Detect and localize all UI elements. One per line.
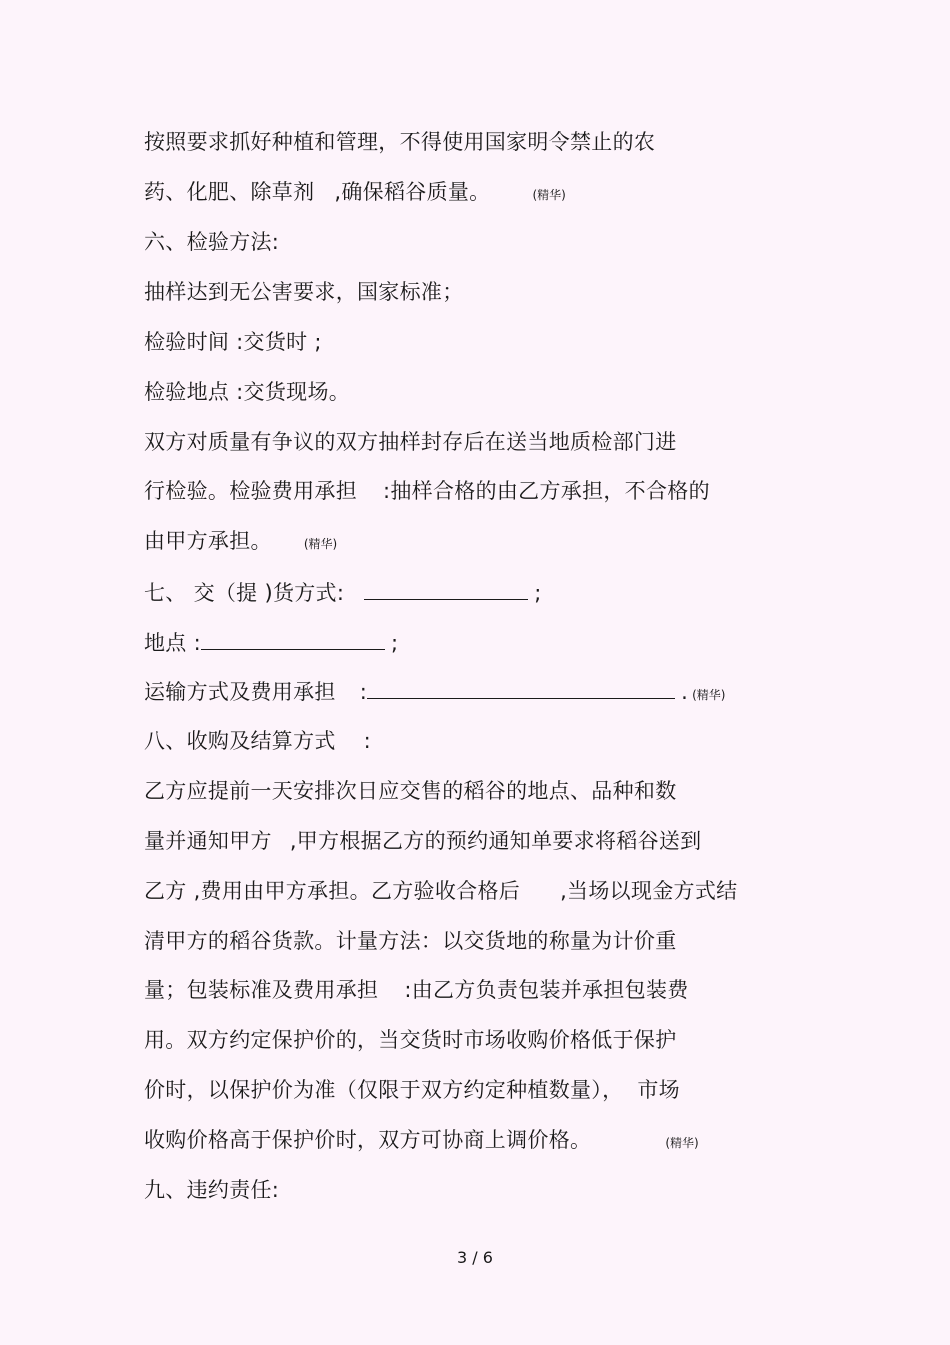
line-text: 七、 交（提 )货方式: <box>144 581 345 605</box>
line-text: : <box>359 680 368 704</box>
text-line <box>144 526 337 556</box>
line-text: ; <box>390 631 399 655</box>
line-text: 抽样达到无公害要求，国家标准； <box>144 280 464 304</box>
line-text: ; <box>534 581 542 605</box>
line-text: 九、违约责任: <box>144 1178 280 1202</box>
text-line <box>144 1025 677 1055</box>
section-heading <box>144 577 542 607</box>
line-text: ,甲方根据乙方的预约通知单要求将稻谷送到 <box>289 829 702 853</box>
text-line <box>144 926 677 956</box>
section-heading <box>144 726 371 756</box>
text-line <box>144 277 464 307</box>
line-text: 六、检验方法: <box>144 230 280 254</box>
line-text: 双方对质量有争议的双方抽样封存后在送当地质检部门进 <box>144 430 677 454</box>
jinghua-note: (精华) <box>303 537 338 551</box>
section-heading <box>144 227 279 257</box>
text-line <box>144 776 677 806</box>
text-line <box>144 1125 699 1155</box>
line-text: 地点 : <box>144 631 201 655</box>
line-text: 运输方式及费用承担 <box>144 680 336 704</box>
line-text: 按照要求抓好种植和管理，不得使用国家明令禁止的农 <box>144 130 656 154</box>
line-text: 量并通知甲方 <box>144 829 272 853</box>
line-text: 清甲方的稻谷货款。计量方法：以交货地的称量为计价重 <box>144 929 677 953</box>
jinghua-note: (精华) <box>692 688 726 702</box>
text-line <box>144 377 350 407</box>
text-line <box>144 476 710 506</box>
location-blank <box>201 627 385 650</box>
section-heading <box>144 1175 279 1205</box>
line-text: 行检验。检验费用承担 <box>144 479 357 503</box>
line-text: 药、化肥、除草剂 <box>144 180 315 204</box>
line-text: :抽样合格的由乙方承担，不合格的 <box>383 479 710 503</box>
text-line <box>144 327 322 357</box>
line-text: 量；包装标准及费用承担 <box>144 978 379 1002</box>
line-text: ,确保稻谷质量。 <box>334 180 491 204</box>
text-line <box>144 826 702 856</box>
text-line <box>144 876 737 906</box>
text-line <box>144 427 677 457</box>
text-line <box>144 975 689 1005</box>
line-text: . <box>681 680 689 704</box>
page-number: 3 / 6 <box>457 1248 493 1267</box>
line-text: 价时，以保护价为准（仅限于双方约定种植数量）， 市场 <box>144 1078 680 1102</box>
line-text: 收购价格高于保护价时，双方可协商上调价格。 <box>144 1128 592 1152</box>
line-text: 八、收购及结算方式 : <box>144 729 371 753</box>
line-text: 检验时间 :交货时 ; <box>144 330 322 354</box>
jinghua-note: (精华) <box>532 188 566 202</box>
jinghua-note: (精华) <box>665 1136 699 1150</box>
delivery-method-blank <box>364 577 528 600</box>
text-line <box>144 127 655 157</box>
line-text: 检验地点 :交货现场。 <box>144 380 351 404</box>
text-line <box>144 627 398 657</box>
line-text: 用。双方约定保护价的，当交货时市场收购价格低于保护 <box>144 1028 677 1052</box>
text-line <box>144 676 725 706</box>
text-line <box>144 177 566 207</box>
text-line <box>144 1075 680 1105</box>
transport-cost-blank <box>367 676 675 699</box>
line-text: 乙方 ,费用由甲方承担。乙方验收合格后 <box>144 879 521 903</box>
line-text: 乙方应提前一天安排次日应交售的稻谷的地点、品种和数 <box>144 779 677 803</box>
line-text: ,当场以现金方式结 <box>560 879 738 903</box>
line-text: 由甲方承担。 <box>144 529 272 553</box>
line-text: :由乙方负责包装并承担包装费 <box>404 978 689 1002</box>
